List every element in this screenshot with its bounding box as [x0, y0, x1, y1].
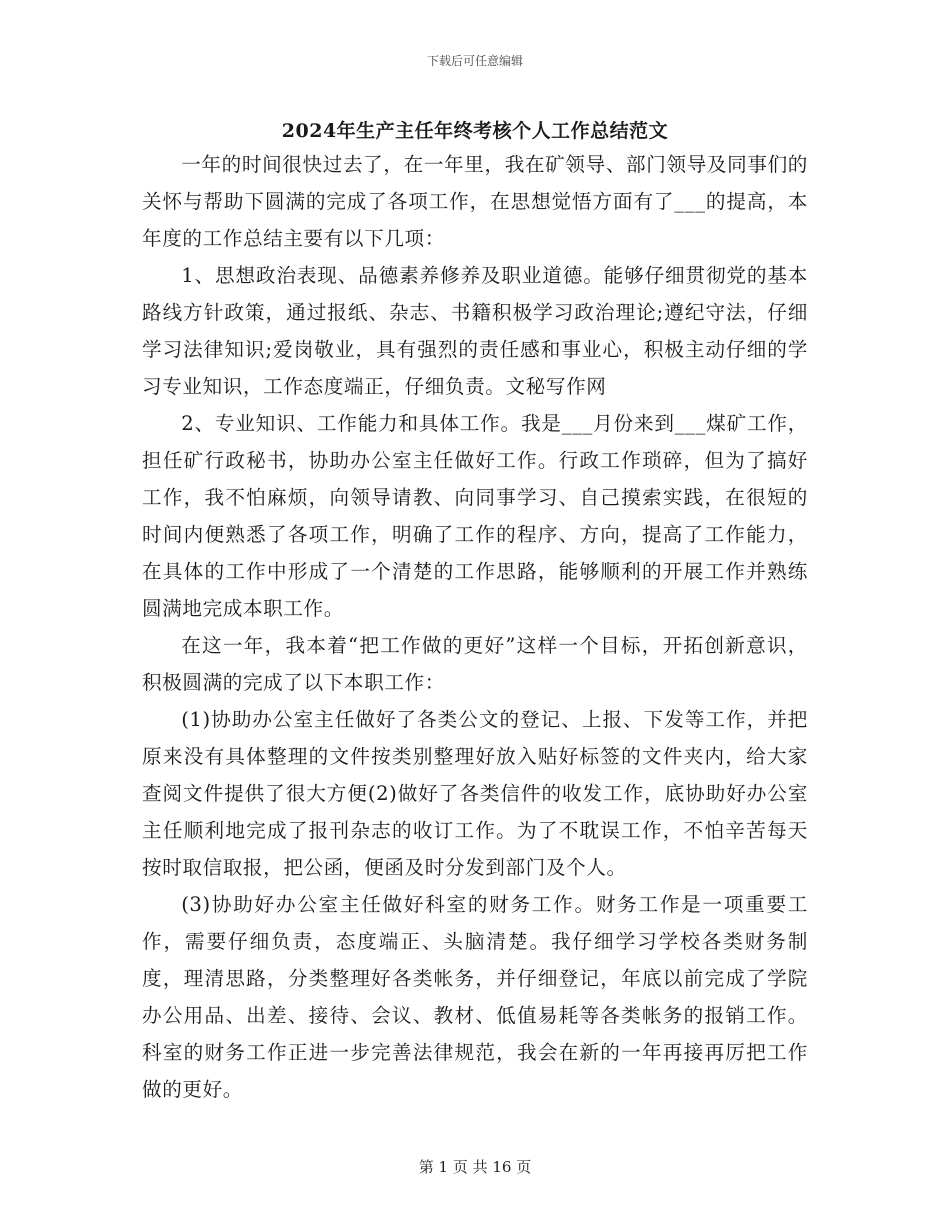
paragraph-intro: 一年的时间很快过去了，在一年里，我在矿领导、部门领导及同事们的关怀与帮助下圆满的完成了各项工作，在思想觉悟方面有了___的提高，本年度的工作总结主要有以下几项：: [142, 153, 808, 250]
paragraph-section-1: 1、思想政治表现、品德素养修养及职业道德。能够仔细贯彻党的基本路线方针政策，通过报纸、杂志、书籍积极学习政治理论;遵纪守法，仔细学习法律知识;爱岗敬业，具有强烈的责任感和事业心，积极主动仔细的学习专业知识，工作态度端正，仔细负责。文秘写作网: [142, 264, 808, 398]
page-footer: 第 1 页 共 16 页: [418, 1158, 532, 1176]
paragraph-item-1-2: (1)协助办公室主任做好了各类公文的登记、上报、下发等工作，并把原来没有具体整理的文件按类别整理好放入贴好标签的文件夹内，给大家查阅文件提供了很大方便(2)做好了各类信件的收发工作，底协助好办公室主任顺利地完成了报刊杂志的收订工作。为了不耽误工作，不怕辛苦每天按时取信取报，把公函，便函及时分发到部门及个人。: [142, 708, 808, 879]
paragraph-section-2: 2、专业知识、工作能力和具体工作。我是___月份来到___煤矿工作，担任矿行政秘书，协助办公室主任做好工作。行政工作琐碎，但为了搞好工作，我不怕麻烦，向领导请教、向同事学习、自己摸索实践，在很短的时间内便熟悉了各项工作，明确了工作的程序、方向，提高了工作能力，在具体的工作中形成了一个清楚的工作思路，能够顺利的开展工作并熟练圆满地完成本职工作。: [142, 412, 808, 620]
document-body: [142, 146, 808, 1108]
paragraph-goal: 在这一年，我本着“把工作做的更好”这样一个目标，开拓创新意识，积极圆满的完成了以下本职工作：: [142, 634, 808, 694]
paragraph-item-3: (3)协助好办公室主任做好科室的财务工作。财务工作是一项重要工作，需要仔细负责，态度端正、头脑清楚。我仔细学习学校各类财务制度，理清思路，分类整理好各类帐务，并仔细登记，年底以前完成了学院办公用品、出差、接待、会议、教材、低值易耗等各类帐务的报销工作。科室的财务工作正进一步完善法律规范，我会在新的一年再接再厉把工作做的更好。: [142, 893, 808, 1101]
header-note: 下载后可任意编辑: [426, 54, 523, 68]
document-title: 2024年生产主任年终考核个人工作总结范文: [281, 120, 669, 142]
